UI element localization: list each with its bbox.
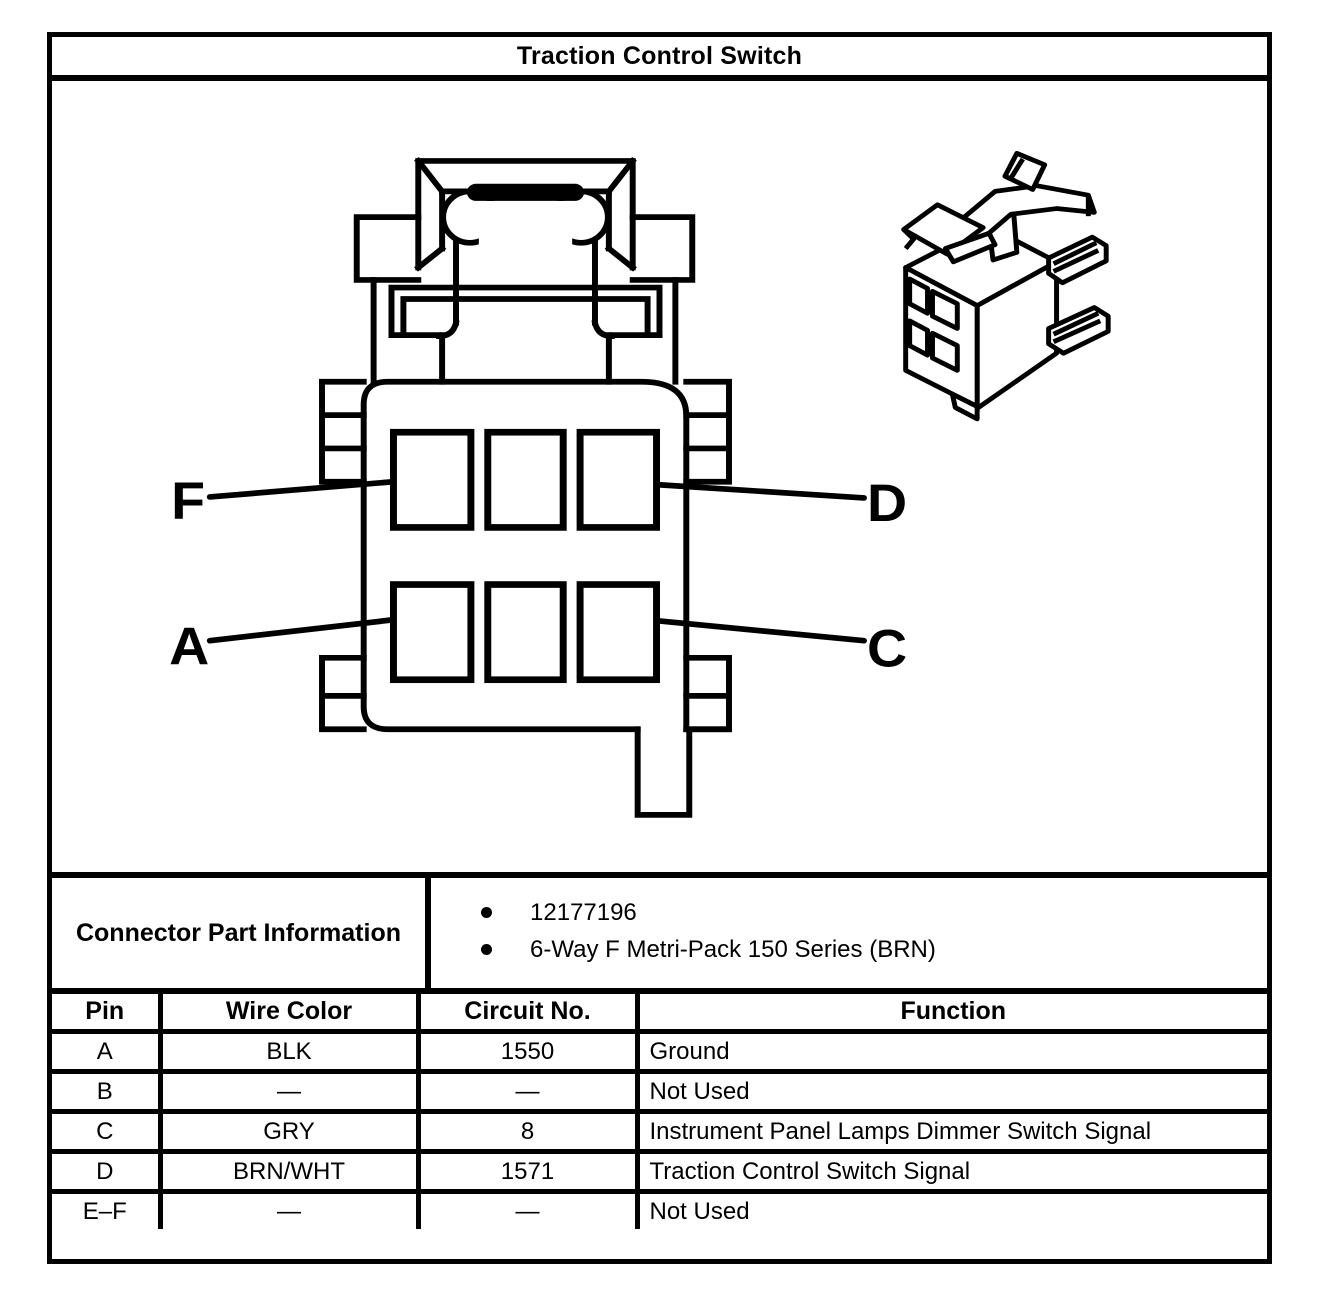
bullet-icon	[481, 907, 492, 918]
cell-circuit-no: 1571	[418, 1152, 637, 1192]
cell-circuit-no: —	[418, 1072, 637, 1112]
pin-label-d: D	[866, 472, 908, 533]
bullet-icon	[481, 944, 492, 955]
header-pin: Pin	[85, 997, 125, 1025]
cell-wire-color: BLK	[160, 1032, 418, 1072]
table-row	[52, 1192, 1267, 1230]
cell-circuit-no: —	[418, 1192, 637, 1230]
header-wire-color: Wire Color	[160, 994, 418, 1032]
part-number: 12177196	[530, 898, 637, 926]
connector-isometric-drawing	[904, 153, 1108, 419]
pin-label-a: A	[169, 616, 210, 677]
connector-face-drawing	[210, 161, 864, 815]
connector-part-info-label: Connector Part Information	[52, 878, 431, 988]
header-function: Function	[637, 994, 1267, 1032]
cell-function: Not Used	[637, 1072, 1267, 1112]
cell-circuit-no: 1550	[418, 1032, 637, 1072]
table-row	[52, 1112, 1267, 1152]
connector-part-info-list	[431, 878, 1267, 988]
table-row	[52, 1032, 1267, 1072]
part-series: 6-Way F Metri-Pack 150 Series (BRN)	[530, 935, 936, 963]
cell-function: Ground	[637, 1032, 1267, 1072]
part-info-item	[481, 894, 1257, 931]
table-row	[52, 1152, 1267, 1192]
cell-wire-color: —	[160, 1072, 418, 1112]
cell-pin: B	[96, 1077, 113, 1105]
pin-label-c: C	[866, 618, 908, 679]
cell-function: Traction Control Switch Signal	[637, 1152, 1267, 1192]
pin-table-body	[52, 1032, 1267, 1230]
cell-wire-color: BRN/WHT	[160, 1152, 418, 1192]
pin-table	[52, 994, 1267, 1229]
connector-diagram-cell	[52, 81, 1267, 872]
header-circuit-no: Circuit No.	[418, 994, 637, 1032]
pin-label-f: F	[171, 470, 206, 531]
cell-wire-color: GRY	[160, 1112, 418, 1152]
page-title: Traction Control Switch	[52, 37, 1267, 81]
pin-table-wrap	[52, 988, 1267, 1259]
cell-function: Not Used	[637, 1192, 1267, 1230]
cell-wire-color: —	[160, 1192, 418, 1230]
cell-circuit-no: 8	[418, 1112, 637, 1152]
table-row	[52, 1072, 1267, 1112]
part-info-item	[481, 931, 1257, 968]
cell-function: Instrument Panel Lamps Dimmer Switch Signal	[637, 1112, 1267, 1152]
cell-pin: D	[96, 1157, 114, 1185]
cell-pin: E–F	[82, 1197, 127, 1225]
connector-info-card	[47, 32, 1272, 1264]
cell-pin: C	[96, 1117, 114, 1145]
cell-pin: A	[96, 1037, 113, 1065]
table-header-row	[52, 994, 1267, 1032]
connector-diagram	[52, 81, 1267, 872]
connector-part-info-row	[52, 872, 1267, 988]
